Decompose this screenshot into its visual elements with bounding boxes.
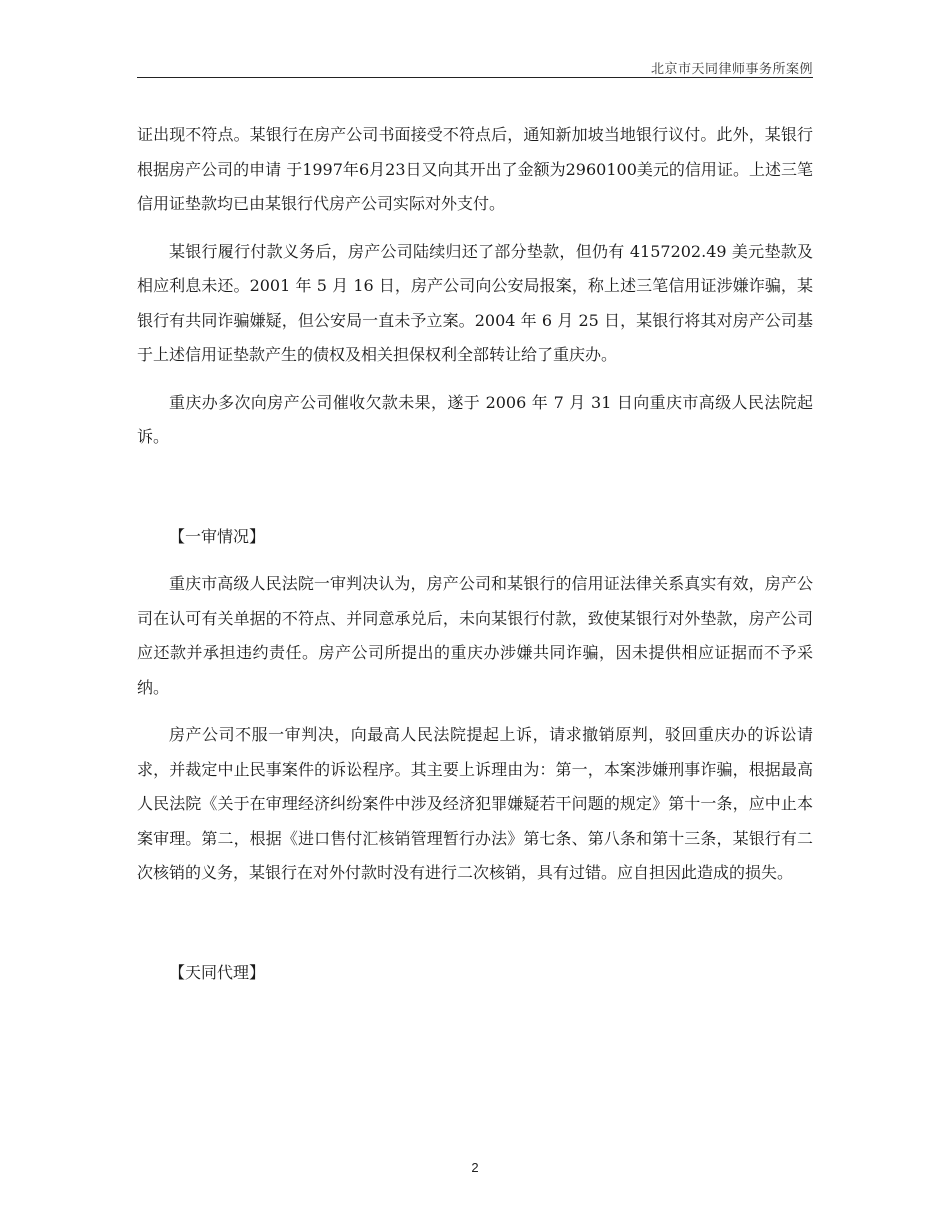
section-heading-tiantong-representation: 【天同代理】 (169, 962, 266, 982)
section-heading-first-instance: 【一审情况】 (169, 526, 266, 546)
paragraph-3: 重庆办多次向房产公司催收欠款未果，遂于 2006 年 7 月 31 日向重庆市高级人民法院起诉。 (137, 392, 813, 446)
running-header: 北京市天同律师事务所案例 (650, 62, 813, 77)
paragraph-4: 重庆市高级人民法院一审判决认为，房产公司和某银行的信用证法律关系真实有效，房产公司在认可有关单据的不符点、并同意承兑后，未向某银行付款，致使某银行对外垫款，房产公司应还款并承担违约责任。房产公司所提出的重庆办涉嫌共同诈骗，因未提供相应证据而不予采纳。 (137, 574, 813, 697)
header-divider (137, 77, 813, 78)
section-spacer (137, 904, 813, 956)
paragraph-2: 某银行履行付款义务后，房产公司陆续归还了部分垫款，但仍有 4157202.49 美元垫款及相应利息未还。2001 年 5 月 16 日，房产公司向公安局报案，称上述三笔信用证涉嫌诈骗，某银行有共同诈骗嫌疑，但公安局一直未予立案。2004 年 6 月 25 日，某银行将其对房产公司基于上述信用证垫款产生的债权及相关担保权利全部转让给了重庆办。 (137, 241, 813, 364)
page-number: 2 (471, 1160, 479, 1175)
document-body (137, 118, 813, 1003)
paragraph-5: 房产公司不服一审判决，向最高人民法院提起上诉，请求撤销原判，驳回重庆办的诉讼请求，并裁定中止民事案件的诉讼程序。其主要上诉理由为：第一，本案涉嫌刑事诈骗，根据最高人民法院《关于在审理经济纠纷案件中涉及经济犯罪嫌疑若干问题的规定》第十一条，应中止本案审理。第二，根据《进口售付汇核销管理暂行办法》第七条、第八条和第十三条，某银行有二次核销的义务，某银行在对外付款时没有进行二次核销，具有过错。应自担因此造成的损失。 (137, 725, 813, 882)
paragraph-1: 证出现不符点。某银行在房产公司书面接受不符点后，通知新加坡当地银行议付。此外，某银行根据房产公司的申请 于1997年6月23日又向其开出了金额为2960100美元的信用证。上述三笔信用证垫款均已由某银行代房产公司实际对外支付。 (137, 125, 813, 213)
section-spacer (137, 468, 813, 520)
